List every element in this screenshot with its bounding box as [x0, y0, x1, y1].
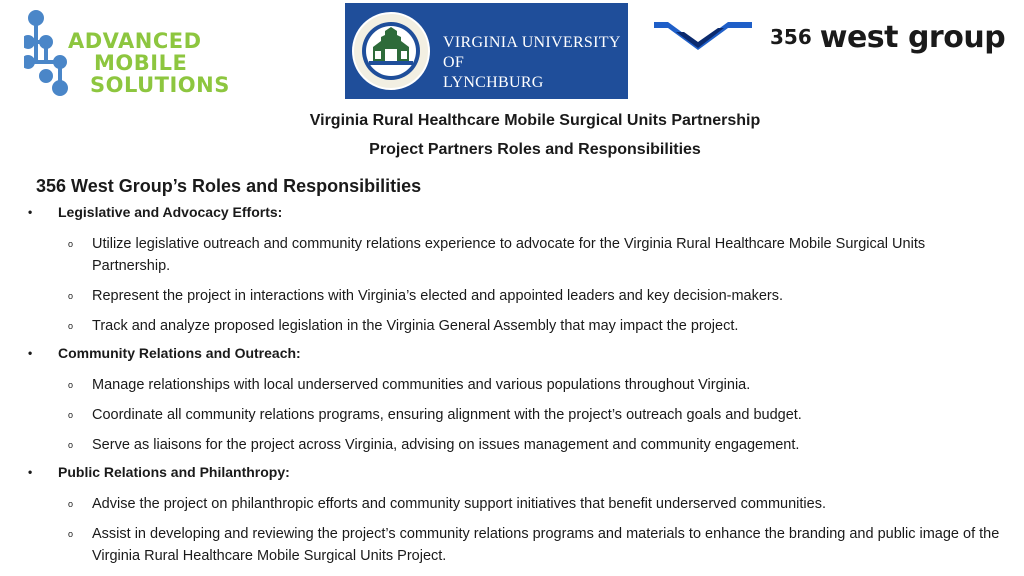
sub-bullet-icon: o — [68, 529, 74, 539]
list-item — [68, 404, 1002, 426]
sub-bullet-icon: o — [68, 321, 74, 331]
vul-line-1: VIRGINIA UNIVERSITY OF — [443, 34, 621, 71]
advanced-mobile-solutions-logo — [24, 8, 234, 100]
sub-bullet-icon: o — [68, 499, 74, 509]
sub-bullet-icon: o — [68, 291, 74, 301]
group-heading — [28, 463, 1024, 482]
west-group-wordmark — [770, 20, 1005, 55]
sub-bullet-icon: o — [68, 440, 74, 450]
ams-line-3: SOLUTIONS — [90, 73, 230, 97]
page-subtitle: Project Partners Roles and Responsibilities — [369, 141, 701, 158]
section-heading: 356 West Group’s Roles and Responsibilities — [36, 176, 422, 196]
west-group-name: west group — [819, 20, 1006, 55]
list-item-text: Assist in developing and reviewing the project’s community relations programs and materials to enhance the branding and public image of the Virginia Rural Healthcare Mobile Surgical Units Project. — [92, 526, 1000, 564]
list-item — [68, 233, 1002, 277]
sub-bullet-icon: o — [68, 239, 74, 249]
bullet-icon: • — [28, 465, 33, 479]
bullet-icon: • — [28, 205, 33, 219]
sub-bullet-icon: o — [68, 410, 74, 420]
west-group-number: 356 — [770, 25, 812, 49]
group-title: Legislative and Advocacy Efforts: — [58, 204, 283, 220]
list-item — [68, 523, 1002, 567]
356-west-group-logo — [654, 12, 1004, 72]
list-item — [68, 493, 1002, 515]
responsibilities-list — [0, 203, 1024, 575]
group-title: Public Relations and Philanthropy: — [58, 464, 290, 480]
list-item-text: Serve as liaisons for the project across Virginia, advising on issues management and community engagement. — [92, 437, 800, 453]
vul-line-2: LYNCHBURG — [443, 74, 544, 91]
vul-wordmark — [443, 33, 628, 93]
list-item — [68, 285, 1002, 307]
list-item-text: Coordinate all community relations programs, ensuring alignment with the project’s outreach goals and budget. — [92, 407, 802, 423]
ams-line-1: ADVANCED — [68, 29, 202, 53]
list-item-text: Utilize legislative outreach and community relations experience to advocate for the Virginia Rural Healthcare Mobile Surgical Units Partnership. — [92, 236, 926, 274]
university-seal-icon — [351, 11, 431, 91]
list-item-text: Manage relationships with local underserved communities and various populations throughout Virginia. — [92, 377, 751, 393]
list-item — [68, 434, 1002, 456]
bullet-icon: • — [28, 346, 33, 360]
ams-wordmark — [68, 30, 230, 96]
list-item-text: Advise the project on philanthropic efforts and community support initiatives that benefit underserved communities. — [92, 496, 826, 512]
ams-line-2: MOBILE — [94, 51, 188, 75]
list-item — [68, 315, 1002, 337]
group-heading — [28, 344, 1024, 363]
list-item — [68, 374, 1002, 396]
sub-bullet-icon: o — [68, 380, 74, 390]
group-title: Community Relations and Outreach: — [58, 345, 301, 361]
group-heading — [28, 203, 1024, 222]
west-group-chevron-icon — [654, 16, 754, 52]
list-item-text: Represent the project in interactions with Virginia’s elected and appointed leaders and key decision-makers. — [92, 288, 784, 304]
virginia-university-of-lynchburg-logo — [345, 3, 628, 99]
list-item-text: Track and analyze proposed legislation in the Virginia General Assembly that may impact the project. — [92, 318, 739, 334]
page-title: Virginia Rural Healthcare Mobile Surgical Units Partnership — [309, 112, 761, 129]
